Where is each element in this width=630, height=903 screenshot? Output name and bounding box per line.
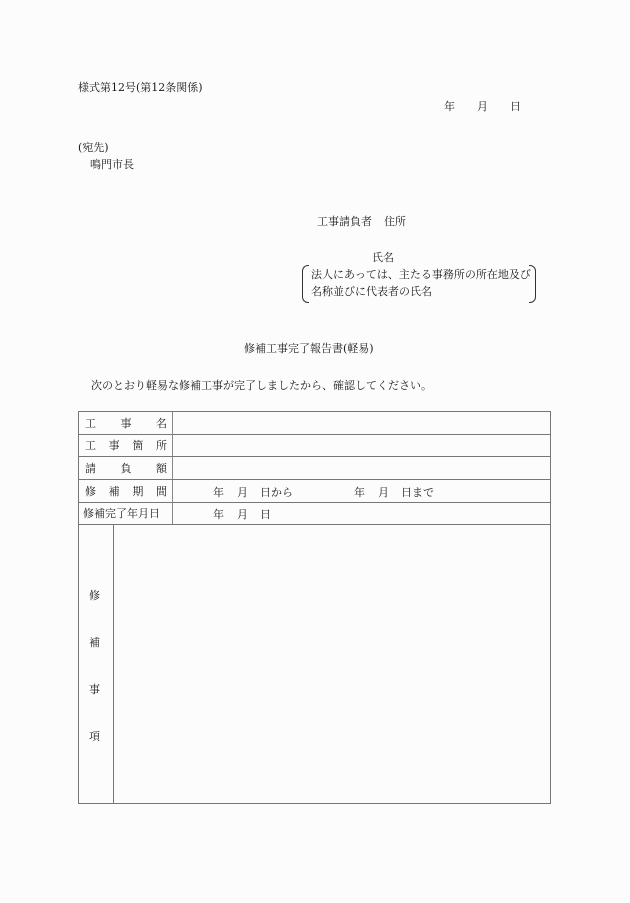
submission-date (444, 98, 521, 114)
contractor-role: 工事請負者 (317, 215, 372, 228)
construction-name-label: 工 事 名 (79, 412, 173, 434)
from-month-label: 月 (237, 486, 248, 499)
repair-period-label: 修 補 期 間 (79, 480, 173, 502)
contractor-address-line (317, 213, 406, 229)
intro-text: 次のとおり軽易な修補工事が完了しましたから、確認してください。 (91, 379, 432, 392)
to-month-label: 月 (378, 486, 389, 499)
name-label: 氏名 (372, 251, 394, 264)
corporate-note-text: 法人にあっては、主たる事務所の所在地及び名称並びに代表者の氏名 (311, 268, 531, 298)
construction-name-field[interactable] (173, 412, 550, 434)
construction-location-field[interactable] (173, 434, 550, 456)
completion-day-label: 日 (260, 508, 271, 521)
corporate-note (302, 265, 536, 303)
repair-details-label: 修 補 事 項 (79, 525, 114, 803)
completion-year-label: 年 (213, 508, 224, 521)
table-row-completion-date (79, 502, 550, 525)
contract-amount-field[interactable] (173, 457, 550, 479)
from-day-label: 日から (260, 486, 293, 499)
repair-period-field[interactable] (173, 480, 550, 502)
completion-date-label: 修補完了年月日 (79, 502, 173, 524)
repair-details-section (79, 525, 550, 803)
left-bracket (302, 265, 309, 303)
repair-details-field[interactable] (114, 525, 550, 803)
completion-month-label: 月 (237, 508, 248, 521)
construction-location-label: 工 事 箇 所 (79, 434, 173, 456)
address-label: 住所 (384, 215, 406, 228)
to-day-label: 日まで (401, 486, 434, 499)
right-bracket (529, 265, 536, 303)
table-row-construction-name (79, 412, 550, 435)
date-day-label: 日 (510, 100, 521, 113)
from-year-label: 年 (213, 486, 224, 499)
table-row-construction-location (79, 434, 550, 457)
completion-date-field[interactable] (173, 502, 550, 524)
date-month-label: 月 (477, 100, 488, 113)
document-title: 修補工事完了報告書(軽易) (244, 342, 374, 355)
table-row-contract-amount (79, 457, 550, 480)
report-form-table (78, 411, 551, 804)
addressee-name: 鳴門市長 (90, 158, 134, 171)
form-number: 様式第12号(第12条関係) (78, 81, 203, 94)
table-row-repair-period (79, 480, 550, 503)
contract-amount-label: 請 負 額 (79, 457, 173, 479)
to-year-label: 年 (354, 486, 365, 499)
date-year-label: 年 (444, 100, 455, 113)
addressee-label: (宛先) (78, 141, 109, 154)
